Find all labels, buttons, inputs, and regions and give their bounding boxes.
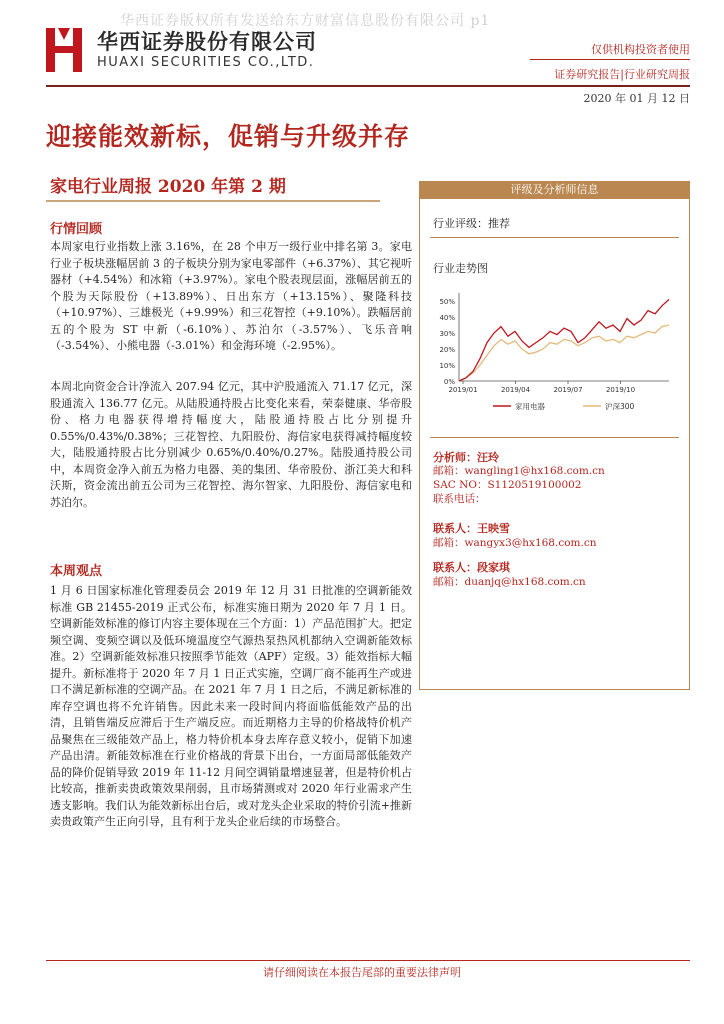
sidebar-rule (430, 237, 679, 238)
market-review-paragraph-2: 本周北向资金合计净流入 207.94 亿元，其中沪股通流入 71.17 亿元，深股通流入 136.77 亿元。从陆股通持股占比变化来看，荣泰健康、华帝股份、格力电器获得增持幅度大，陆股通持股占比分别提升 0.55%/0.43%/0.38%；三花智控、九阳股份、海信家电获得减持幅度较大，陆股通持股占比分别减少 0.65%/0.40%/0.27%。陆股通持股公司中，本周资金净入前五为格力电器、美的集团、华帝股份、浙江美大和科沃斯，资金流出前五公司为三花智控、海尔智家、九阳股份、海信家电和苏泊尔。 (50, 380, 412, 509)
contact-1-email: 邮箱：wangyx3@hx168.com.cn (433, 537, 597, 549)
subtitle-rule (46, 200, 380, 202)
report-date: 2020 年 01 月 12 日 (583, 92, 690, 105)
y-tick-label: 20% (439, 346, 455, 354)
report-subtitle: 家电行业周报 2020 年第 2 期 (50, 177, 286, 197)
x-tick-label: 2019/01 (448, 386, 478, 394)
x-tick-label: 2019/04 (500, 386, 531, 394)
contact-2-name: 联系人：段家琪 (433, 561, 510, 574)
industry-rating: 行业评级：推荐 (433, 217, 510, 230)
company-name-en: HUAXI SECURITIES CO.,LTD. (97, 55, 315, 70)
legend-label: 家用电器 (515, 402, 545, 411)
y-tick-label: 30% (439, 330, 455, 338)
watermark: 华西证券版权所有发送给东方财富信息股份有限公司 p1 (120, 13, 491, 29)
report-type: 证券研究报告|行业研究周报 (554, 68, 690, 81)
header-divider (530, 59, 690, 60)
sidebar-rule (430, 437, 679, 438)
x-tick-label: 2019/10 (605, 386, 636, 394)
sidebar-header: 评级及分析师信息 (420, 181, 689, 199)
trend-chart-label: 行业走势图 (433, 262, 488, 275)
weekly-view-paragraph: 1 月 6 日国家标准化管理委员会 2019 年 12 月 31 日批准的空调新能效标准 GB 21455-2019 正式公布，标准实施日期为 2020 年 7 月 1 日。空调新能效标准的修订内容主要体现在三个方面：1）产品范围扩大。把定频空调、变频空调以及低环境温度空气源热泵热风机都纳入空调新能效标准。2）空调新能效标准只按照季节能效（APF）定级。3）能效指标大幅提升。新标准将于 2020 年 7 月 1 日正式实施，空调厂商不能再生产或进口不满足新标准的空调产品。在 2021 年 7 月 1 日之后，不满足新标准的库存空调也将不允许销售。因此未来一段时间内将面临低能效产品的出清，且销售端反应滞后于生产端反应。而近期格力主导的价格战特价机产品聚焦在三级能效产品上，格力特价机本身去库存意义较小，促销下加速产品出清。新能效标准在行业价格战的背景下出台，一方面局部低能效产品的降价促销导致 2019 年 11-12 月间空调销量增速显著，但是特价机占比较高，推新卖贵政策效果削弱，且市场猜测或对 2020 年行业需求产生透支影响。我们认为能效新标出台后，或对龙头企业采取的特价引流+推新卖贵政策产生正向引导，且有利于龙头企业后续的市场整合。 (50, 584, 412, 828)
weekly-view-heading: 本周观点 (50, 564, 103, 579)
x-tick-label: 2019/07 (553, 386, 583, 394)
analyst-sac: SAC NO：S1120519100002 (433, 479, 582, 491)
y-tick-label: 50% (439, 298, 455, 306)
audience-tag: 仅供机构投资者使用 (591, 43, 690, 56)
industry-trend-chart (433, 285, 673, 420)
legend-label: 沪深300 (605, 402, 635, 411)
y-tick-label: 40% (439, 314, 455, 322)
analyst-phone: 联系电话： (433, 493, 486, 505)
y-tick-label: 0% (443, 378, 455, 386)
footer-rule (46, 960, 690, 961)
header-rule (46, 85, 690, 87)
y-tick-label: 10% (439, 362, 455, 370)
company-name-cn: 华西证券股份有限公司 (97, 30, 317, 54)
legal-notice: 请仔细阅读在本报告尾部的重要法律声明 (263, 966, 461, 979)
contact-1-name: 联系人：王映雪 (433, 522, 510, 535)
huaxi-logo-icon (46, 28, 82, 72)
series-line-家用电器 (459, 299, 669, 381)
market-review-heading: 行情回顾 (50, 222, 103, 237)
series-line-沪深300 (459, 325, 669, 381)
analyst-sidebar (419, 181, 690, 690)
contact-2-email: 邮箱：duanjq@hx168.com.cn (433, 576, 586, 588)
analyst-name: 分析师：汪玲 (433, 451, 499, 464)
report-title: 迎接能效新标，促销与升级并存 (46, 122, 411, 151)
market-review-paragraph-1: 本周家电行业指数上涨 3.16%，在 28 个申万一级行业中排名第 3。家电行业子板块涨幅居前 3 的子板块分别为家电零部件（+6.37%）、其它视听器材（+4.54%）和冰箱（+3.97%）。家电个股表现层面，涨幅居前五的个股为天际股份（+13.89%）、日出东方（+13.15%）、聚隆科技（+10.97%）、三雄极光（+9.99%）和三花智控（+9.10%）。跌幅居前五的个股为 ST 中新（-6.10%）、苏泊尔（-3.57%）、飞乐音响（-3.54%）、小熊电器（-3.01%）和金海环境（-2.95%）。 (50, 240, 412, 352)
analyst-email: 邮箱：wangling1@hx168.com.cn (433, 465, 605, 477)
